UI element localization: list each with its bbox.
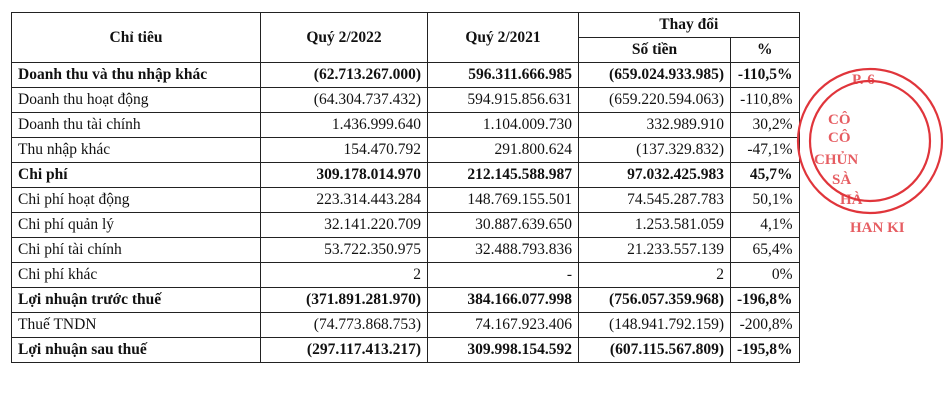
cell-q2-2021: 32.488.793.836 — [428, 238, 579, 263]
row-label: Doanh thu hoạt động — [12, 88, 261, 113]
table-row — [12, 288, 800, 313]
cell-q2-2021: - — [428, 263, 579, 288]
cell-change-amount: (756.057.359.968) — [579, 288, 731, 313]
cell-q2-2021: 148.769.155.501 — [428, 188, 579, 213]
cell-q2-2021: 594.915.856.631 — [428, 88, 579, 113]
row-label: Doanh thu và thu nhập khác — [12, 63, 261, 88]
cell-q2-2021: 30.887.639.650 — [428, 213, 579, 238]
table-row — [12, 63, 800, 88]
cell-change-percent: -110,5% — [731, 63, 800, 88]
cell-q2-2022: 53.722.350.975 — [261, 238, 428, 263]
header-amount: Số tiền — [579, 38, 731, 63]
stamp-text-fragment: CHỦN — [814, 152, 859, 168]
cell-q2-2021: 309.998.154.592 — [428, 338, 579, 363]
header-indicator: Chỉ tiêu — [12, 13, 261, 63]
cropped-top-edge — [0, 0, 869, 12]
cell-change-amount: 332.989.910 — [579, 113, 731, 138]
header-q2-2022: Quý 2/2022 — [261, 13, 428, 63]
row-label: Lợi nhuận trước thuế — [12, 288, 261, 313]
table-row — [12, 263, 800, 288]
table-body — [12, 63, 800, 363]
cell-q2-2022: 223.314.443.284 — [261, 188, 428, 213]
row-label: Lợi nhuận sau thuế — [12, 338, 261, 363]
header-percent: % — [731, 38, 800, 63]
cell-change-amount: 74.545.287.783 — [579, 188, 731, 213]
cell-q2-2022: 309.178.014.970 — [261, 163, 428, 188]
company-seal-stamp — [792, 56, 952, 236]
cell-change-amount: (148.941.792.159) — [579, 313, 731, 338]
cell-change-percent: -200,8% — [731, 313, 800, 338]
stamp-text-fragment: HAN KI — [850, 220, 905, 236]
cell-change-percent: -110,8% — [731, 88, 800, 113]
cell-change-amount: 2 — [579, 263, 731, 288]
cell-q2-2022: 32.141.220.709 — [261, 213, 428, 238]
table-row — [12, 88, 800, 113]
cell-change-percent: 50,1% — [731, 188, 800, 213]
table-row — [12, 213, 800, 238]
cell-q2-2021: 596.311.666.985 — [428, 63, 579, 88]
stamp-text-fragment: SÀ — [832, 172, 852, 188]
cell-change-percent: 4,1% — [731, 213, 800, 238]
cell-change-amount: 1.253.581.059 — [579, 213, 731, 238]
cell-change-amount: (607.115.567.809) — [579, 338, 731, 363]
cell-q2-2022: (74.773.868.753) — [261, 313, 428, 338]
table-row — [12, 313, 800, 338]
table-row — [12, 238, 800, 263]
stamp-text-fragment: P. 6 — [852, 72, 875, 88]
row-label: Thuế TNDN — [12, 313, 261, 338]
stamp-text-fragment: CÔ — [828, 112, 851, 128]
header-change: Thay đổi — [579, 13, 800, 38]
cell-q2-2021: 212.145.588.987 — [428, 163, 579, 188]
cell-q2-2022: (64.304.737.432) — [261, 88, 428, 113]
table-row — [12, 113, 800, 138]
cell-change-percent: -47,1% — [731, 138, 800, 163]
row-label: Chi phí tài chính — [12, 238, 261, 263]
stamp-text-fragment: HÀ — [840, 192, 863, 208]
cell-q2-2021: 384.166.077.998 — [428, 288, 579, 313]
row-label: Doanh thu tài chính — [12, 113, 261, 138]
row-label: Chi phí — [12, 163, 261, 188]
row-label: Chi phí hoạt động — [12, 188, 261, 213]
cell-change-amount: 97.032.425.983 — [579, 163, 731, 188]
cell-q2-2022: 2 — [261, 263, 428, 288]
cell-change-percent: -196,8% — [731, 288, 800, 313]
stamp-text-fragment: CÔ — [828, 130, 851, 146]
table-row — [12, 338, 800, 363]
cell-q2-2021: 1.104.009.730 — [428, 113, 579, 138]
cell-q2-2022: 154.470.792 — [261, 138, 428, 163]
row-label: Chi phí khác — [12, 263, 261, 288]
table-row — [12, 163, 800, 188]
cell-change-percent: 0% — [731, 263, 800, 288]
cell-q2-2022: (297.117.413.217) — [261, 338, 428, 363]
cell-change-amount: (137.329.832) — [579, 138, 731, 163]
cell-change-percent: 65,4% — [731, 238, 800, 263]
cell-change-percent: 30,2% — [731, 113, 800, 138]
table-row — [12, 138, 800, 163]
header-q2-2021: Quý 2/2021 — [428, 13, 579, 63]
cell-q2-2021: 291.800.624 — [428, 138, 579, 163]
cell-q2-2022: (371.891.281.970) — [261, 288, 428, 313]
cell-change-amount: 21.233.557.139 — [579, 238, 731, 263]
cell-q2-2022: (62.713.267.000) — [261, 63, 428, 88]
row-label: Thu nhập khác — [12, 138, 261, 163]
income-statement-table — [11, 12, 800, 363]
cell-change-amount: (659.024.933.985) — [579, 63, 731, 88]
row-label: Chi phí quản lý — [12, 213, 261, 238]
cell-q2-2021: 74.167.923.406 — [428, 313, 579, 338]
cell-change-percent: 45,7% — [731, 163, 800, 188]
cell-change-percent: -195,8% — [731, 338, 800, 363]
cell-q2-2022: 1.436.999.640 — [261, 113, 428, 138]
cell-change-amount: (659.220.594.063) — [579, 88, 731, 113]
table-row — [12, 188, 800, 213]
